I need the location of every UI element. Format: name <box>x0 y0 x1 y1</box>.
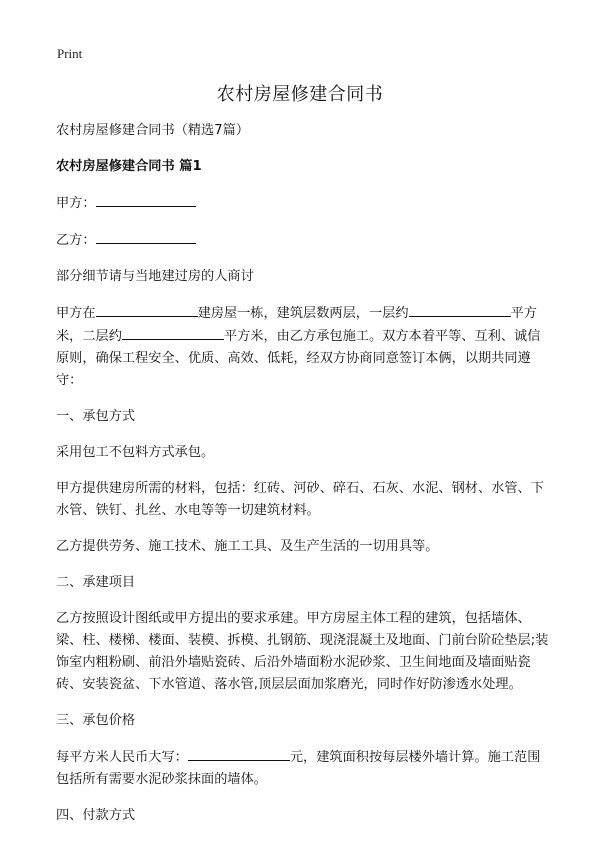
heading-payment: 四、付款方式 <box>56 808 136 823</box>
intro-part3: 平方米，二层约 <box>56 306 537 344</box>
paragraph-2: 甲方提供建房所需的材料，包括：红砖、河砂、碎石、石灰、水泥、钢材、水管、下水管、铁钉、扎丝、水电等等一切建筑材料。 <box>56 481 544 518</box>
document-body <box>56 120 550 841</box>
paragraph-3: 乙方提供劳务、施工技术、施工工具、及生产生活的一切用具等。 <box>56 539 439 554</box>
party-b-blank <box>96 229 196 244</box>
print-link[interactable]: Print <box>57 46 83 61</box>
section-heading: 农村房屋修建合同书 篇1 <box>56 159 202 174</box>
party-a-label: 甲方： <box>56 196 96 211</box>
paragraph-4: 乙方按照设计图纸或甲方提出的要求承建。甲方房屋主体工程的建筑，包括墙体、梁、柱、楼梯、楼面、装模、拆模、扎钢筋、现浇混凝土及地面、门前台阶砼垫层;装饰室内粗粉刷、前沿外墙贴瓷砖、后沿外墙面粉水泥砂浆、卫生间地面及墙面贴瓷砖、安装瓷盆、下水管道、落水管,顶层层面加浆磨光，同时作好防渗透水处理。 <box>56 611 549 692</box>
intro-paragraph <box>56 302 550 392</box>
intro-part1: 甲方在 <box>56 306 96 321</box>
intro-part4: 平方米，由乙方承包施工。双方本着平等、互利、诚信原则，确保工程安全、优质、高效、低耗，经双方协商同意签订本俩，以期共同遵守： <box>56 329 541 388</box>
location-blank <box>96 302 198 317</box>
subtitle: 农村房屋修建合同书（精选7篇） <box>56 123 250 138</box>
document-title: 农村房屋修建合同书 <box>216 84 384 105</box>
floor2-area-blank <box>122 325 224 340</box>
intro-part2: 建房屋一栋，建筑层数两层，一层约 <box>197 306 409 321</box>
heading-project: 二、承建项目 <box>56 575 136 590</box>
party-a-line <box>56 192 550 215</box>
price-part1: 每平方米人民币大写： <box>56 750 188 765</box>
heading-price: 三、承包价格 <box>56 713 136 728</box>
heading-contract-method: 一、承包方式 <box>56 409 136 424</box>
price-blank <box>188 746 290 761</box>
paragraph-1: 采用包工不包料方式承包。 <box>56 445 215 460</box>
party-b-line <box>56 229 550 252</box>
party-a-blank <box>96 192 196 207</box>
price-paragraph <box>56 746 550 791</box>
note: 部分细节请与当地建过房的人商讨 <box>56 269 254 284</box>
floor1-area-blank <box>409 302 511 317</box>
party-b-label: 乙方： <box>56 233 96 248</box>
price-part2: 元，建筑面积按每层楼外墙计算。施工范围包括所有需要水泥砂浆抹面的墙体。 <box>56 750 541 787</box>
